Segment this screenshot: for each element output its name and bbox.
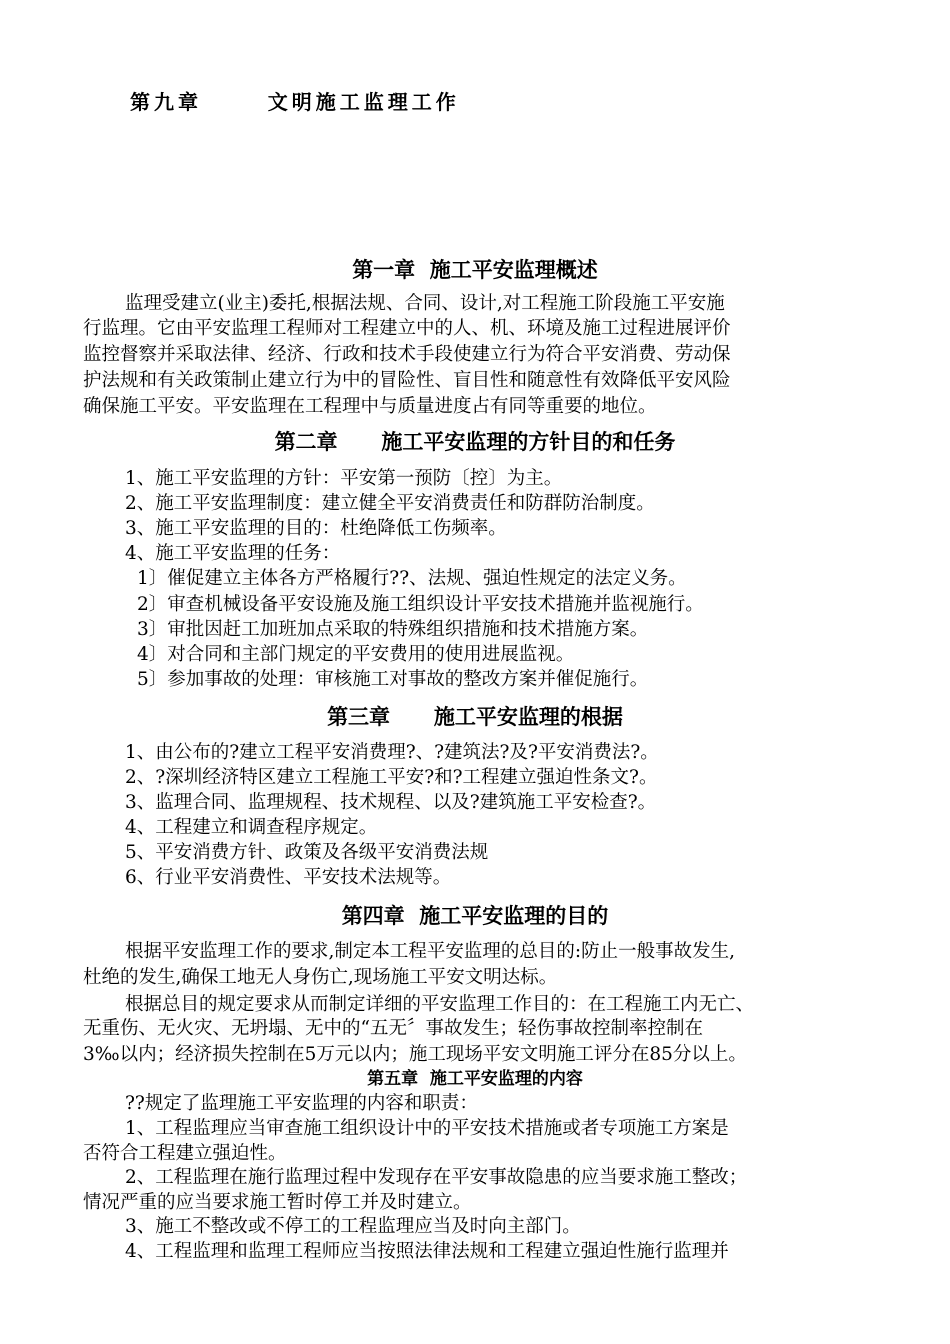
chapter-5-line: 否符合工程建立强迫性。 xyxy=(83,1143,287,1164)
chapter-2-subitem: 1〕催促建立主体各方严格履行??、法规、强迫性规定的法定义务。 xyxy=(137,568,687,589)
chapter-4-line: 3‰以内；经济损失控制在5万元以内；施工现场平安文明施工评分在85分以上。 xyxy=(83,1044,747,1065)
chapter-3-item: 2、?深圳经济特区建立工程施工平安?和?工程建立强迫性条文?。 xyxy=(125,767,658,788)
chapter-2-heading: 第二章 施工平安监理的方针目的和任务 xyxy=(274,430,676,454)
chapter-2-item: 2、施工平安监理制度：建立健全平安消费责任和防群防治制度。 xyxy=(125,493,655,514)
chapter-5-line: 1、工程监理应当审查施工组织设计中的平安技术措施或者专项施工方案是 xyxy=(125,1118,729,1139)
chapter-2-item: 4、施工平安监理的任务： xyxy=(125,543,341,564)
chapter-2-subitem: 4〕对合同和主部门规定的平安费用的使用进展监视。 xyxy=(137,644,575,665)
chapter-2-subitem: 5〕参加事故的处理：审核施工对事故的整改方案并催促施行。 xyxy=(137,669,649,690)
chapter-2-item: 1、施工平安监理的方针：平安第一预防〔控〕为主。 xyxy=(125,468,563,489)
chapter-5-line: ??规定了监理施工平安监理的内容和职责： xyxy=(125,1093,478,1114)
chapter-4-line: 杜绝的发生,确保工地无人身伤亡,现场施工平安文明达标。 xyxy=(83,967,558,988)
chapter-2-item: 3、施工平安监理的目的：杜绝降低工伤频率。 xyxy=(125,518,507,539)
chapter-1-line: 确保施工平安。平安监理在工程理中与质量进度占有同等重要的地位。 xyxy=(83,396,657,417)
chapter-1-heading: 第一章 施工平安监理概述 xyxy=(352,258,598,282)
chapter-1-line: 监控督察并采取法律、经济、行政和技术手段使建立行为符合平安消费、劳动保 xyxy=(83,344,731,365)
chapter-4-line: 根据平安监理工作的要求,制定本工程平安监理的总目的:防止一般事故发生, xyxy=(125,941,735,962)
chapter-4-line: 无重伤、无火灾、无坍塌、无中的“五无〞事故发生；轻伤事故控制率控制在 xyxy=(83,1018,703,1039)
chapter-3-heading: 第三章 施工平安监理的根据 xyxy=(327,705,623,729)
chapter-4-line: 根据总目的规定要求从而制定详细的平安监理工作目的：在工程施工内无亡、 xyxy=(125,994,755,1015)
chapter-2-subitem: 2〕审查机械设备平安设施及施工组织设计平安技术措施并监视施行。 xyxy=(137,594,704,615)
chapter-1-line: 监理受建立(业主)委托,根据法规、合同、设计,对工程施工阶段施工平安施 xyxy=(125,293,725,314)
chapter-3-item: 5、平安消费方针、政策及各级平安消费法规 xyxy=(125,842,489,863)
chapter-5-line: 4、工程监理和监理工程师应当按照法律法规和工程建立强迫性施行监理并 xyxy=(125,1241,729,1262)
chapter-4-heading: 第四章 施工平安监理的目的 xyxy=(341,904,609,928)
chapter-1-line: 护法规和有关政策制止建立行为中的冒险性、盲目性和随意性有效降低平安风险 xyxy=(83,370,731,391)
chapter-5-line: 情况严重的应当要求施工暂时停工并及时建立。 xyxy=(83,1192,472,1213)
chapter-nine-title: 第九章 文明施工监理工作 xyxy=(130,90,460,114)
chapter-5-heading: 第五章 施工平安监理的内容 xyxy=(367,1069,583,1089)
chapter-5-line: 2、工程监理在施行监理过程中发现存在平安事故隐患的应当要求施工整改； xyxy=(125,1167,748,1188)
chapter-1-line: 行监理。它由平安监理工程师对工程建立中的人、机、环境及施工过程进展评价 xyxy=(83,318,731,339)
chapter-3-item: 4、工程建立和调查程序规定。 xyxy=(125,817,378,838)
chapter-3-item: 3、监理合同、监理规程、技术规程、以及?建筑施工平安检查?。 xyxy=(125,792,657,813)
chapter-2-subitem: 3〕审批因赶工加班加点采取的特殊组织措施和技术措施方案。 xyxy=(137,619,649,640)
chapter-3-item: 1、由公布的?建立工程平安消费理?、?建筑法?及?平安消费法?。 xyxy=(125,742,659,763)
chapter-5-line: 3、施工不整改或不停工的工程监理应当及时向主部门。 xyxy=(125,1216,581,1237)
chapter-3-item: 6、行业平安消费性、平安技术法规等。 xyxy=(125,867,452,888)
